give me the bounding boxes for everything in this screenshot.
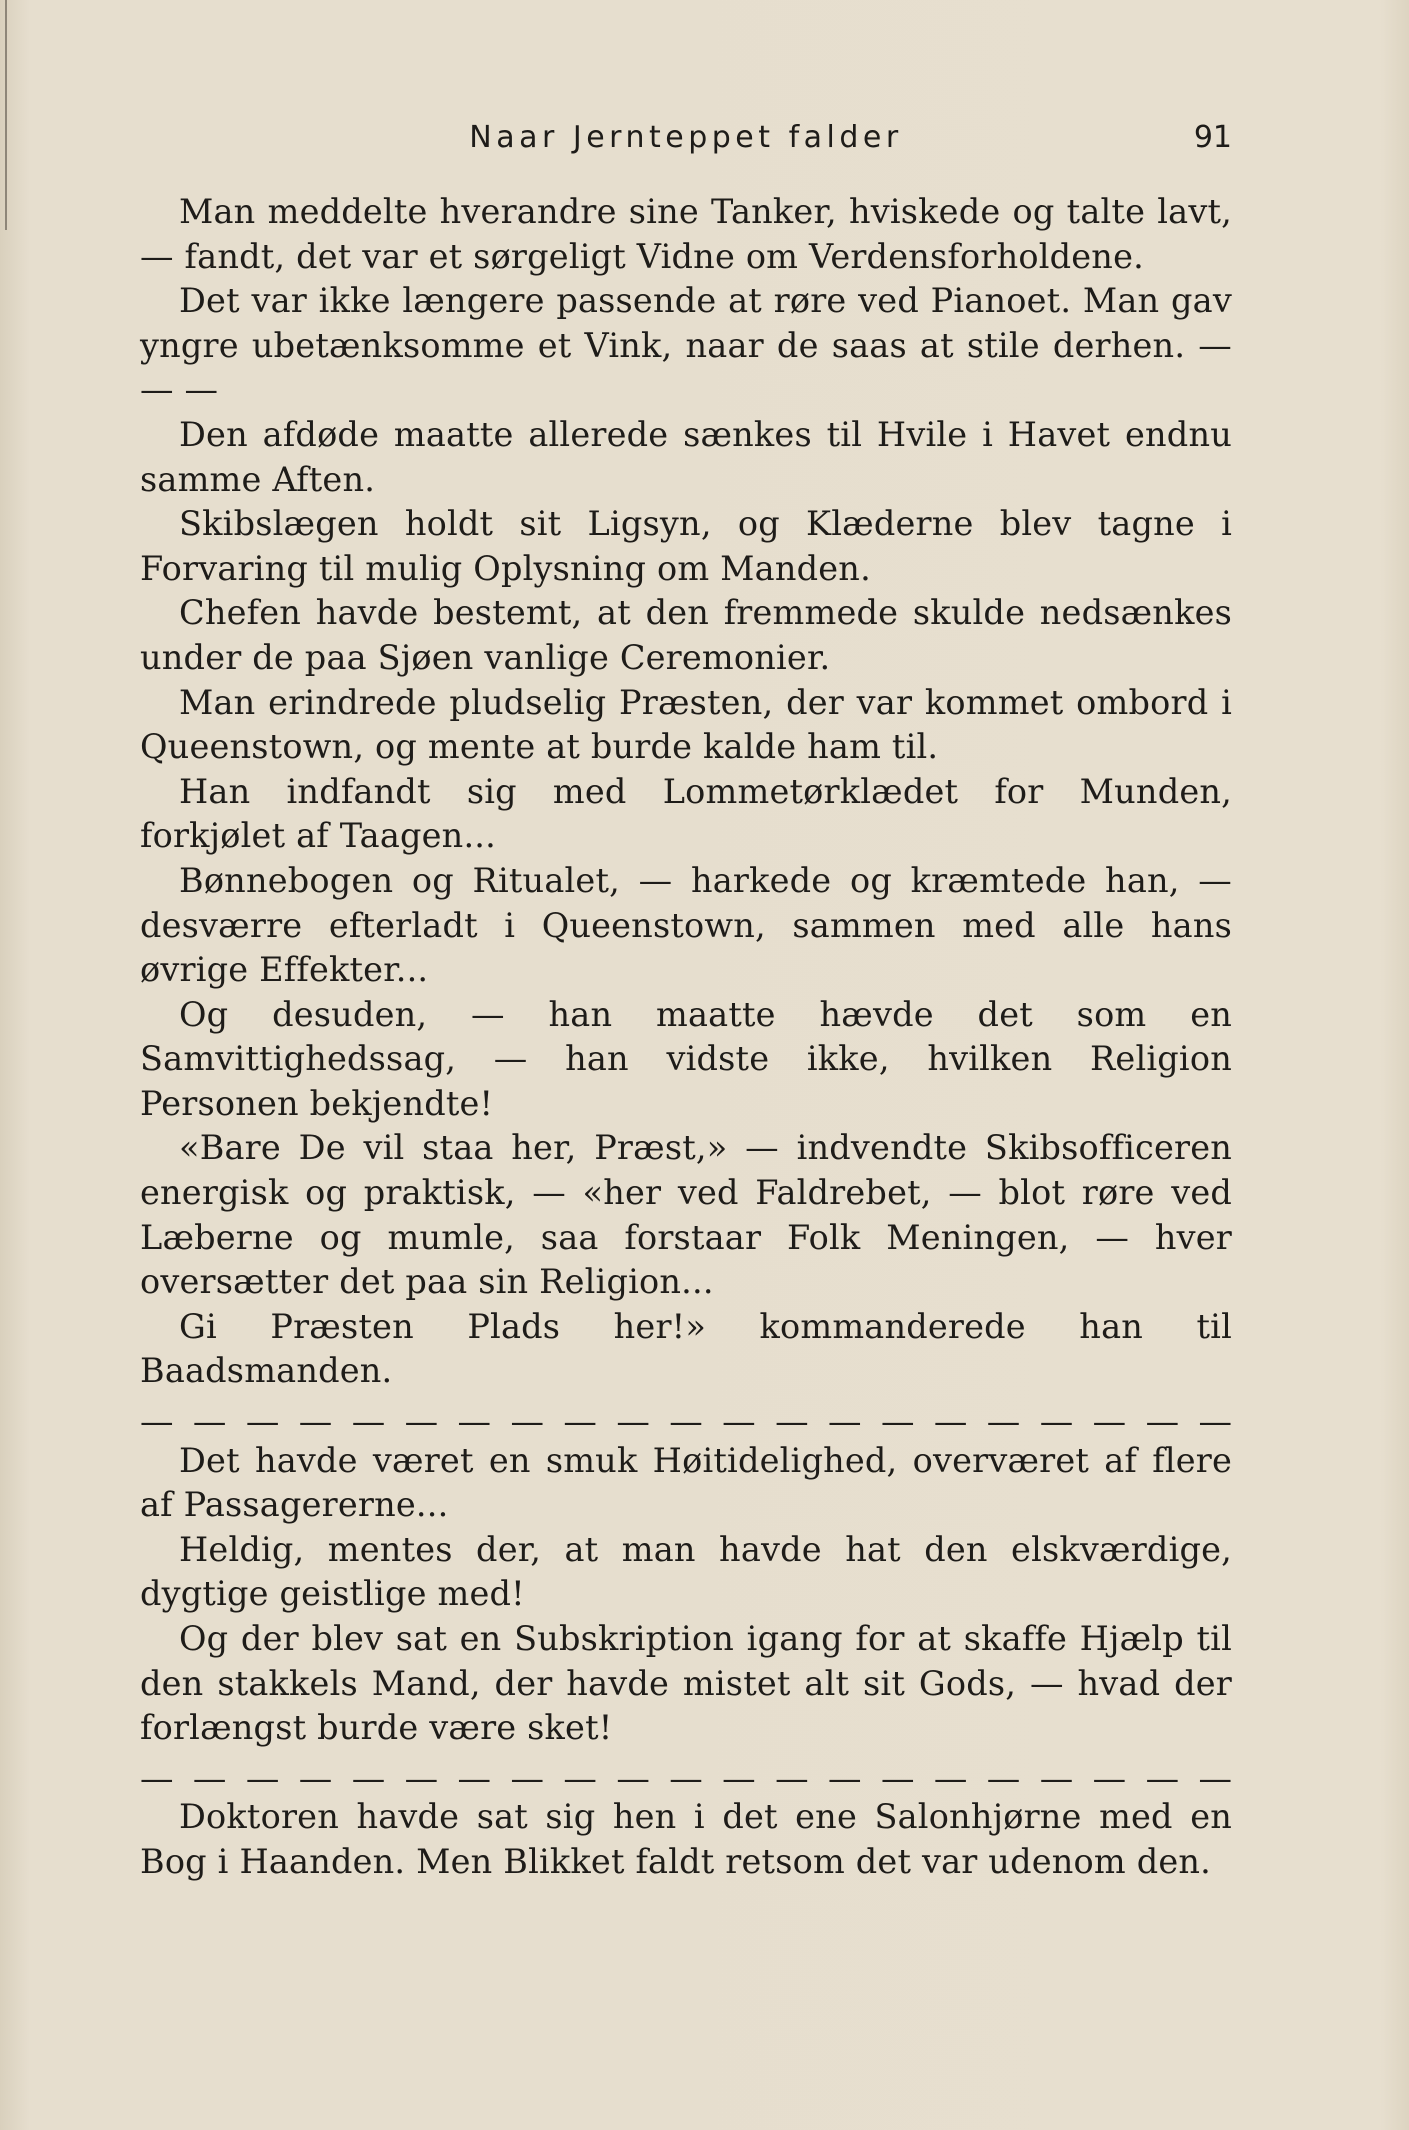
- page-edge-line: [5, 0, 7, 230]
- paragraph: Det havde været en smuk Høitidelighed, overværet af flere af Passagererne...: [140, 1440, 1232, 1525]
- paragraph: Det var ikke længere passende at røre ved Pianoet. Man gav yngre ubetænksomme et Vink, naar de saas at stile derhen. — — —: [140, 281, 1232, 410]
- paragraph: Gi Præsten Plads her!» kommanderede han til Baadsmanden.: [140, 1306, 1232, 1391]
- paragraph: Og desuden, — han maatte hævde det som en Samvittighedssag, — han vidste ikke, hvilken Religion Personen bekjendte!: [140, 994, 1232, 1123]
- paragraph: Den afdøde maatte allerede sænkes til Hvile i Havet endnu samme Aften.: [140, 414, 1232, 499]
- paragraph: Bønnebogen og Ritualet, — harkede og kræmtede han, — desværre efterladt i Queenstown, sammen med alle hans øvrige Effekter...: [140, 860, 1232, 990]
- paragraph: Man erindrede pludselig Præsten, der var kommet ombord i Queenstown, og mente at burde kalde ham til.: [140, 682, 1232, 767]
- paragraph: Doktoren havde sat sig hen i det ene Salonhjørne med en Bog i Haanden. Men Blikket faldt retsom det var udenom den.: [140, 1797, 1232, 1881]
- paragraph: Og der blev sat en Subskription igang for at skaffe Hjælp til den stakkels Mand, der havde mistet alt sit Gods, — hvad der forlængst burde være sket!: [140, 1619, 1232, 1748]
- paragraph: «Bare De vil staa her, Præst,» — indvendte Skibsofficeren energisk og praktisk, — «her ved Faldrebet, — blot røre ved Læberne og mumle, saa forstaar Folk Meningen, — hver oversætter det paa sin Religion...: [140, 1128, 1232, 1302]
- paragraph: Skibslægen holdt sit Ligsyn, og Klæderne blev tagne i Forvaring til mulig Oplysning om Manden.: [140, 504, 1232, 588]
- dash-rule: — — — — — — — — — — — — — — — — — — — — —: [140, 1412, 1232, 1433]
- paragraph: Chefen havde bestemt, at den fremmede skulde nedsænkes under de paa Sjøen vanlige Ceremonier.: [140, 593, 1232, 677]
- dash-rule: — — — — — — — — — — — — — — — — — — — — —: [140, 1768, 1232, 1789]
- page-number: 91: [1193, 120, 1232, 155]
- paragraph: Heldig, mentes der, at man havde hat den elskværdige, dygtige geistlige med!: [140, 1529, 1232, 1614]
- section-separator: [140, 1394, 1232, 1439]
- page-header: [140, 116, 1232, 160]
- body-text: [140, 190, 1232, 1885]
- paragraph: Han indfandt sig med Lommetørklædet for Munden, forkjølet af Taagen...: [140, 771, 1232, 856]
- section-separator: [140, 1751, 1232, 1796]
- paragraph: Man meddelte hverandre sine Tanker, hviskede og talte lavt, — fandt, det var et sørgeligt Vidne om Verdensforholdene.: [140, 192, 1232, 276]
- running-title: Naar Jernteppet falder: [469, 120, 903, 155]
